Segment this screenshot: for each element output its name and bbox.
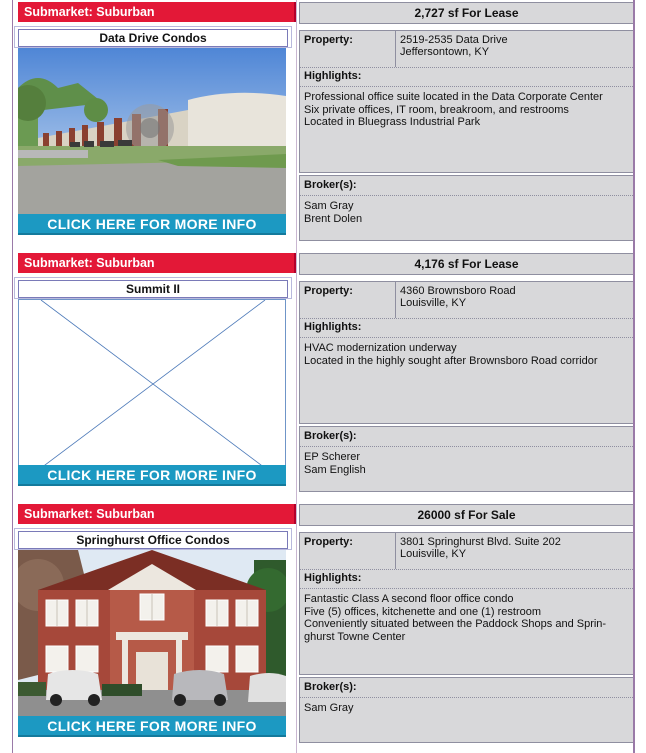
broker-list [304,702,354,715]
highlights-label: Highlights: [304,70,362,82]
property-name: Summit II [18,280,288,298]
listing-card [0,251,646,498]
highlight-item: Five (5) offices, kitchenette and one (1) restroom [304,605,542,618]
submarket-bar: Submarket: Suburban [18,504,296,524]
highlight-item: Conveniently situated between the Paddock Shops and Sprin- [304,618,607,630]
highlight-item: ghurst Towne Center [304,630,406,643]
listing-card [0,0,646,247]
divider [300,569,633,570]
more-info-button[interactable]: CLICK HERE FOR MORE INFO [18,465,286,486]
highlights-label: Highlights: [304,321,362,333]
address-line: Jeffersontown, KY [400,46,490,58]
listing-media-column [14,502,292,749]
broker-name: Brent Dolen [304,212,363,225]
highlight-item: Located in the highly sought after Brownsboro Road corridor [304,354,598,367]
divider [300,86,633,87]
page-frame-line [296,0,297,753]
offer-heading: 2,727 sf For Lease [299,2,634,24]
divider [300,588,633,589]
highlight-item: Fantastic Class A second floor office condo [304,593,514,605]
property-address [400,34,508,58]
property-label: Property: [304,536,353,548]
page-frame-line [633,0,635,753]
brokers-label: Broker(s): [304,681,357,693]
broker-list [304,200,362,225]
broker-panel [299,677,634,743]
highlight-item: HVAC modernization underway [304,342,457,354]
page-frame-line [12,0,13,753]
details-panel [299,532,634,675]
offer-heading: 4,176 sf For Lease [299,253,634,275]
listing-details-column [299,0,636,247]
empty-image-icon [19,300,286,467]
address-line: 3801 Springhurst Blvd. Suite 202 [400,536,561,548]
broker-panel [299,426,634,492]
divider [395,31,396,67]
address-line: 4360 Brownsboro Road [400,285,516,297]
highlight-item: Six private offices, IT room, breakroom, and restrooms [304,103,569,116]
divider [300,697,633,698]
divider [300,67,633,68]
submarket-bar: Submarket: Suburban [18,2,296,22]
highlight-item: Located in Bluegrass Industrial Park [304,116,481,128]
broker-name: Sam Gray [304,200,354,212]
more-info-button[interactable]: CLICK HERE FOR MORE INFO [18,716,286,737]
property-name: Springhurst Office Condos [18,531,288,549]
broker-panel [299,175,634,241]
property-address [400,536,561,560]
submarket-bar: Submarket: Suburban [18,253,296,273]
address-line: Louisville, KY [400,548,467,560]
listing-details-column [299,502,636,749]
broker-list [304,451,366,476]
divider [300,195,633,196]
divider [300,446,633,447]
more-info-button[interactable]: CLICK HERE FOR MORE INFO [18,214,286,235]
address-line: Louisville, KY [400,297,467,309]
divider [395,282,396,318]
broker-name: Sam English [304,463,366,476]
property-label: Property: [304,34,353,46]
broker-name: Sam Gray [304,702,354,714]
broker-name: EP Scherer [304,451,361,463]
offer-heading: 26000 sf For Sale [299,504,634,526]
image-placeholder[interactable] [18,299,286,467]
property-photo[interactable] [18,550,286,718]
office-building-photo [18,48,286,216]
divider [300,318,633,319]
property-name: Data Drive Condos [18,29,288,47]
listing-card [0,502,646,749]
listing-media-column [14,0,292,247]
property-address [400,285,516,309]
details-panel [299,30,634,173]
details-panel [299,281,634,424]
brokers-label: Broker(s): [304,179,357,191]
office-building-photo [18,550,286,718]
address-line: 2519-2535 Data Drive [400,34,508,46]
listing-media-column [14,251,292,498]
divider [395,533,396,569]
highlights-list [304,91,629,129]
highlights-label: Highlights: [304,572,362,584]
property-label: Property: [304,285,353,297]
divider [300,337,633,338]
highlights-list [304,342,629,367]
highlight-item: Professional office suite located in the Data Corporate Center [304,91,603,103]
highlights-list [304,593,629,643]
listing-details-column [299,251,636,498]
brokers-label: Broker(s): [304,430,357,442]
property-photo[interactable] [18,48,286,216]
